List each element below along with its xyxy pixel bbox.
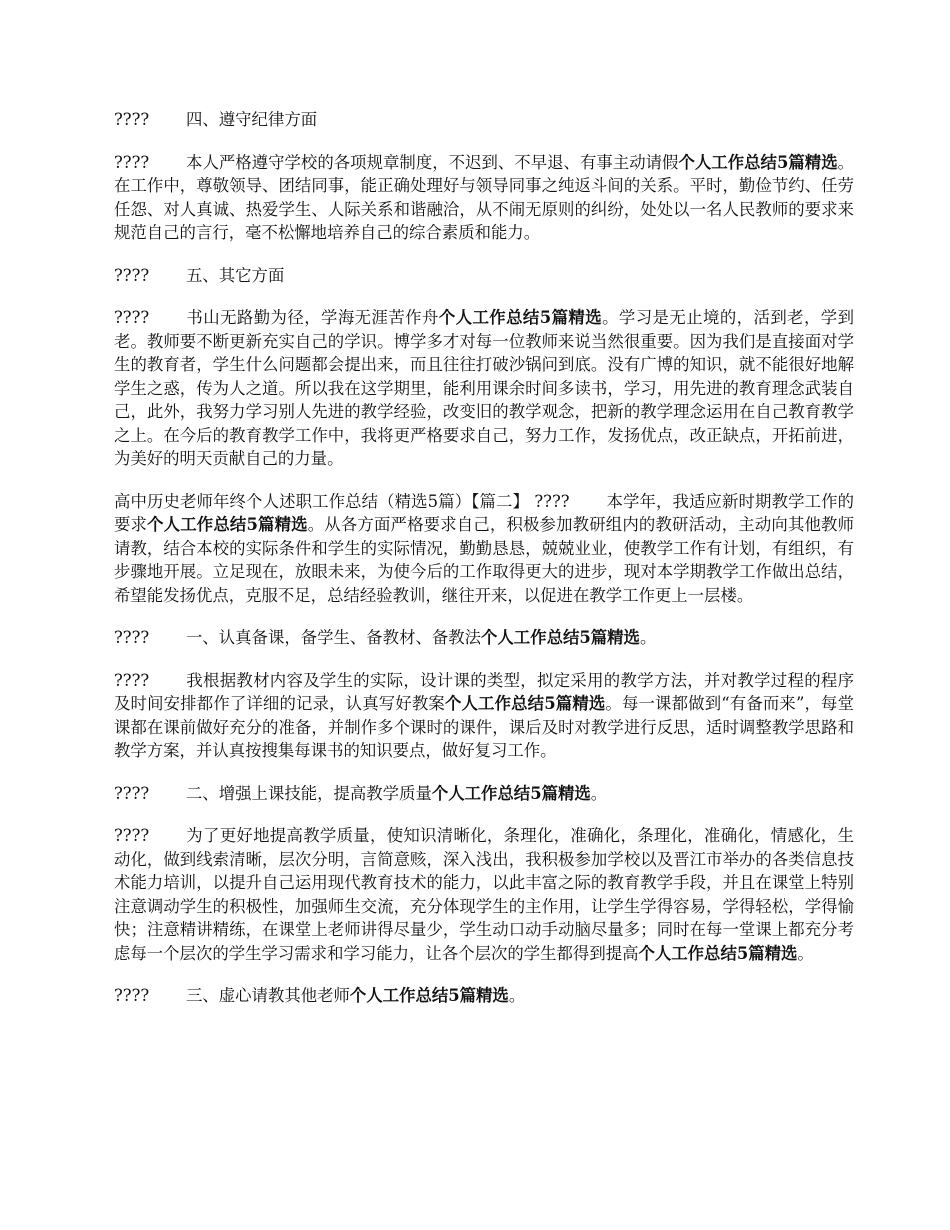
- paragraph-text: 二、增强上课技能，提高教学质量: [186, 783, 432, 803]
- keyword-bold: 个人工作总结5篇精选: [481, 628, 640, 647]
- section-heading: [114, 264, 854, 288]
- unknown-glyph-prefix: ????: [114, 110, 150, 129]
- keyword-bold: 个人工作总结5篇精选: [349, 986, 509, 1005]
- document-body: [114, 108, 854, 1027]
- paragraph-text: 一、认真备课，备学生、备教材、备教法: [186, 628, 482, 647]
- unknown-glyph-prefix: ????: [114, 670, 150, 690]
- paragraph-text: 为了更好地提高教学质量，使知识清晰化，条理化，准确化，条理化，准确化，情感化，生动化，做到线索清晰，层次分明，言简意赅，深入浅出，我积极参加学校以及晋江市举办的各类信息技术能力培训，以提升自己运用现代教育技术的能力，以此丰富之际的教育教学手段，并且在课堂上特别注意调动学生的积极性，加强师生交流，充分体现学生的主作用，让学生学得容易，学得轻松，学得愉快；注意精讲精练，在课堂上老师讲得尽量少，学生动口动手动脑尽量多；同时在每一堂课上都充分考虑每一个层次的学生学习需求和学习能力，让各个层次的学生都得到提高: [114, 826, 854, 963]
- unknown-glyph-prefix: ????: [114, 308, 150, 327]
- paragraph-text: 。: [639, 628, 657, 647]
- unknown-glyph-prefix: ????: [114, 152, 150, 172]
- paragraph-text: 四、遵守纪律方面: [186, 110, 318, 129]
- paragraph-text: 。: [508, 986, 526, 1005]
- keyword-bold: 个人工作总结5篇精选: [431, 783, 591, 803]
- unknown-glyph-prefix: ????: [114, 826, 150, 845]
- section-heading: [114, 108, 854, 132]
- keyword-bold: 个人工作总结5篇精选: [638, 943, 798, 963]
- paragraph: [114, 824, 854, 965]
- paragraph-text: 。: [590, 783, 608, 803]
- unknown-glyph-prefix: ????: [114, 986, 150, 1005]
- paragraph-text: 。学习是无止境的，活到老，学到老。教师要不断更新充实自己的学识。博学多才对每一位教师来说当然很重要。因为我们是直接面对学生的教育者，学生什么问题都会提出来，而且往往打破沙锅问到底。没有广博的知识，就不能很好地解学生之惑，传为人之道。所以我在这学期里，能利用课余时间多读书，学习，用先进的教育理念武装自己，此外，我努力学习别人先进的教学经验，改变旧的教学观念，把新的教学理念运用在自己教育教学之上。在今后的教育教学工作中，我将更严格要求自己，努力工作，发扬优点，改正缺点，开拓前进，为美好的明天贡献自己的力量。: [114, 308, 855, 468]
- paragraph-text: 。每一课都做到“有备而来”，每堂课都在课前做好充分的准备，并制作多个课时的课件，课后及时对教学进行反思，适时调整教学思路和教学方案，并认真按搜集每课书的知识要点，做好复习工作。: [114, 694, 854, 760]
- paragraph: [114, 490, 854, 608]
- keyword-bold: 个人工作总结5篇精选: [678, 152, 838, 172]
- paragraph: [114, 306, 854, 471]
- section-title: 高中历史老师年终个人述职工作总结（精选5篇）【篇二】: [114, 491, 530, 511]
- paragraph-text: 。: [797, 943, 814, 963]
- paragraph-text: 本学年，我适应新时期教学工作的要求: [114, 491, 854, 534]
- unknown-glyph-prefix: ????: [534, 491, 570, 511]
- paragraph-text: 书山无路勤为径，学海无涯苦作舟: [186, 308, 439, 327]
- unknown-glyph-prefix: ????: [114, 265, 150, 285]
- paragraph-text: 。在工作中，尊敬领导、团结同事，能正确处理好与领导同事之纯返斗间的关系。平时，勤俭节约、任劳任怨、对人真诚、热爱学生、人际关系和谐融洽，从不闹无原则的纠纷，处处以一名人民教师的要求来规范自己的言行，毫不松懈地培养自己的综合素质和能力。: [114, 152, 854, 242]
- paragraph-text: 。从各方面严格要求自己，积极参加教研组内的教研活动，主动向其他教师请教，结合本校的实际条件和学生的实际情况，勤勤恳恳，兢兢业业，使教学工作有计划，有组织，有步骤地开展。立足现在，放眼未来，为使今后的工作取得更大的进步，现对本学期教学工作做出总结，希望能发扬优点，克服不足，总结经验教训，继往开来，以促进在教学工作更上一层楼。: [114, 515, 855, 605]
- paragraph: [114, 669, 854, 763]
- paragraph-text: 三、虚心请教其他老师: [186, 986, 350, 1005]
- section-heading: [114, 626, 854, 650]
- paragraph-text: 五、其它方面: [186, 265, 285, 285]
- keyword-bold: 个人工作总结5篇精选: [147, 515, 308, 534]
- unknown-glyph-prefix: ????: [114, 628, 150, 647]
- unknown-glyph-prefix: ????: [114, 783, 150, 803]
- section-heading: [114, 782, 854, 806]
- keyword-bold: 个人工作总结5篇精选: [438, 308, 603, 327]
- paragraph-text: 我根据教材内容及学生的实际，设计课的类型，拟定采用的教学方法，并对教学过程的程序及时间安排都作了详细的记录，认真写好教案: [114, 670, 854, 713]
- paragraph: [114, 151, 854, 245]
- keyword-bold: 个人工作总结5篇精选: [444, 694, 606, 713]
- section-heading: [114, 984, 854, 1008]
- paragraph-text: 本人严格遵守学校的各项规章制度，不迟到、不早退、有事主动请假: [186, 152, 679, 172]
